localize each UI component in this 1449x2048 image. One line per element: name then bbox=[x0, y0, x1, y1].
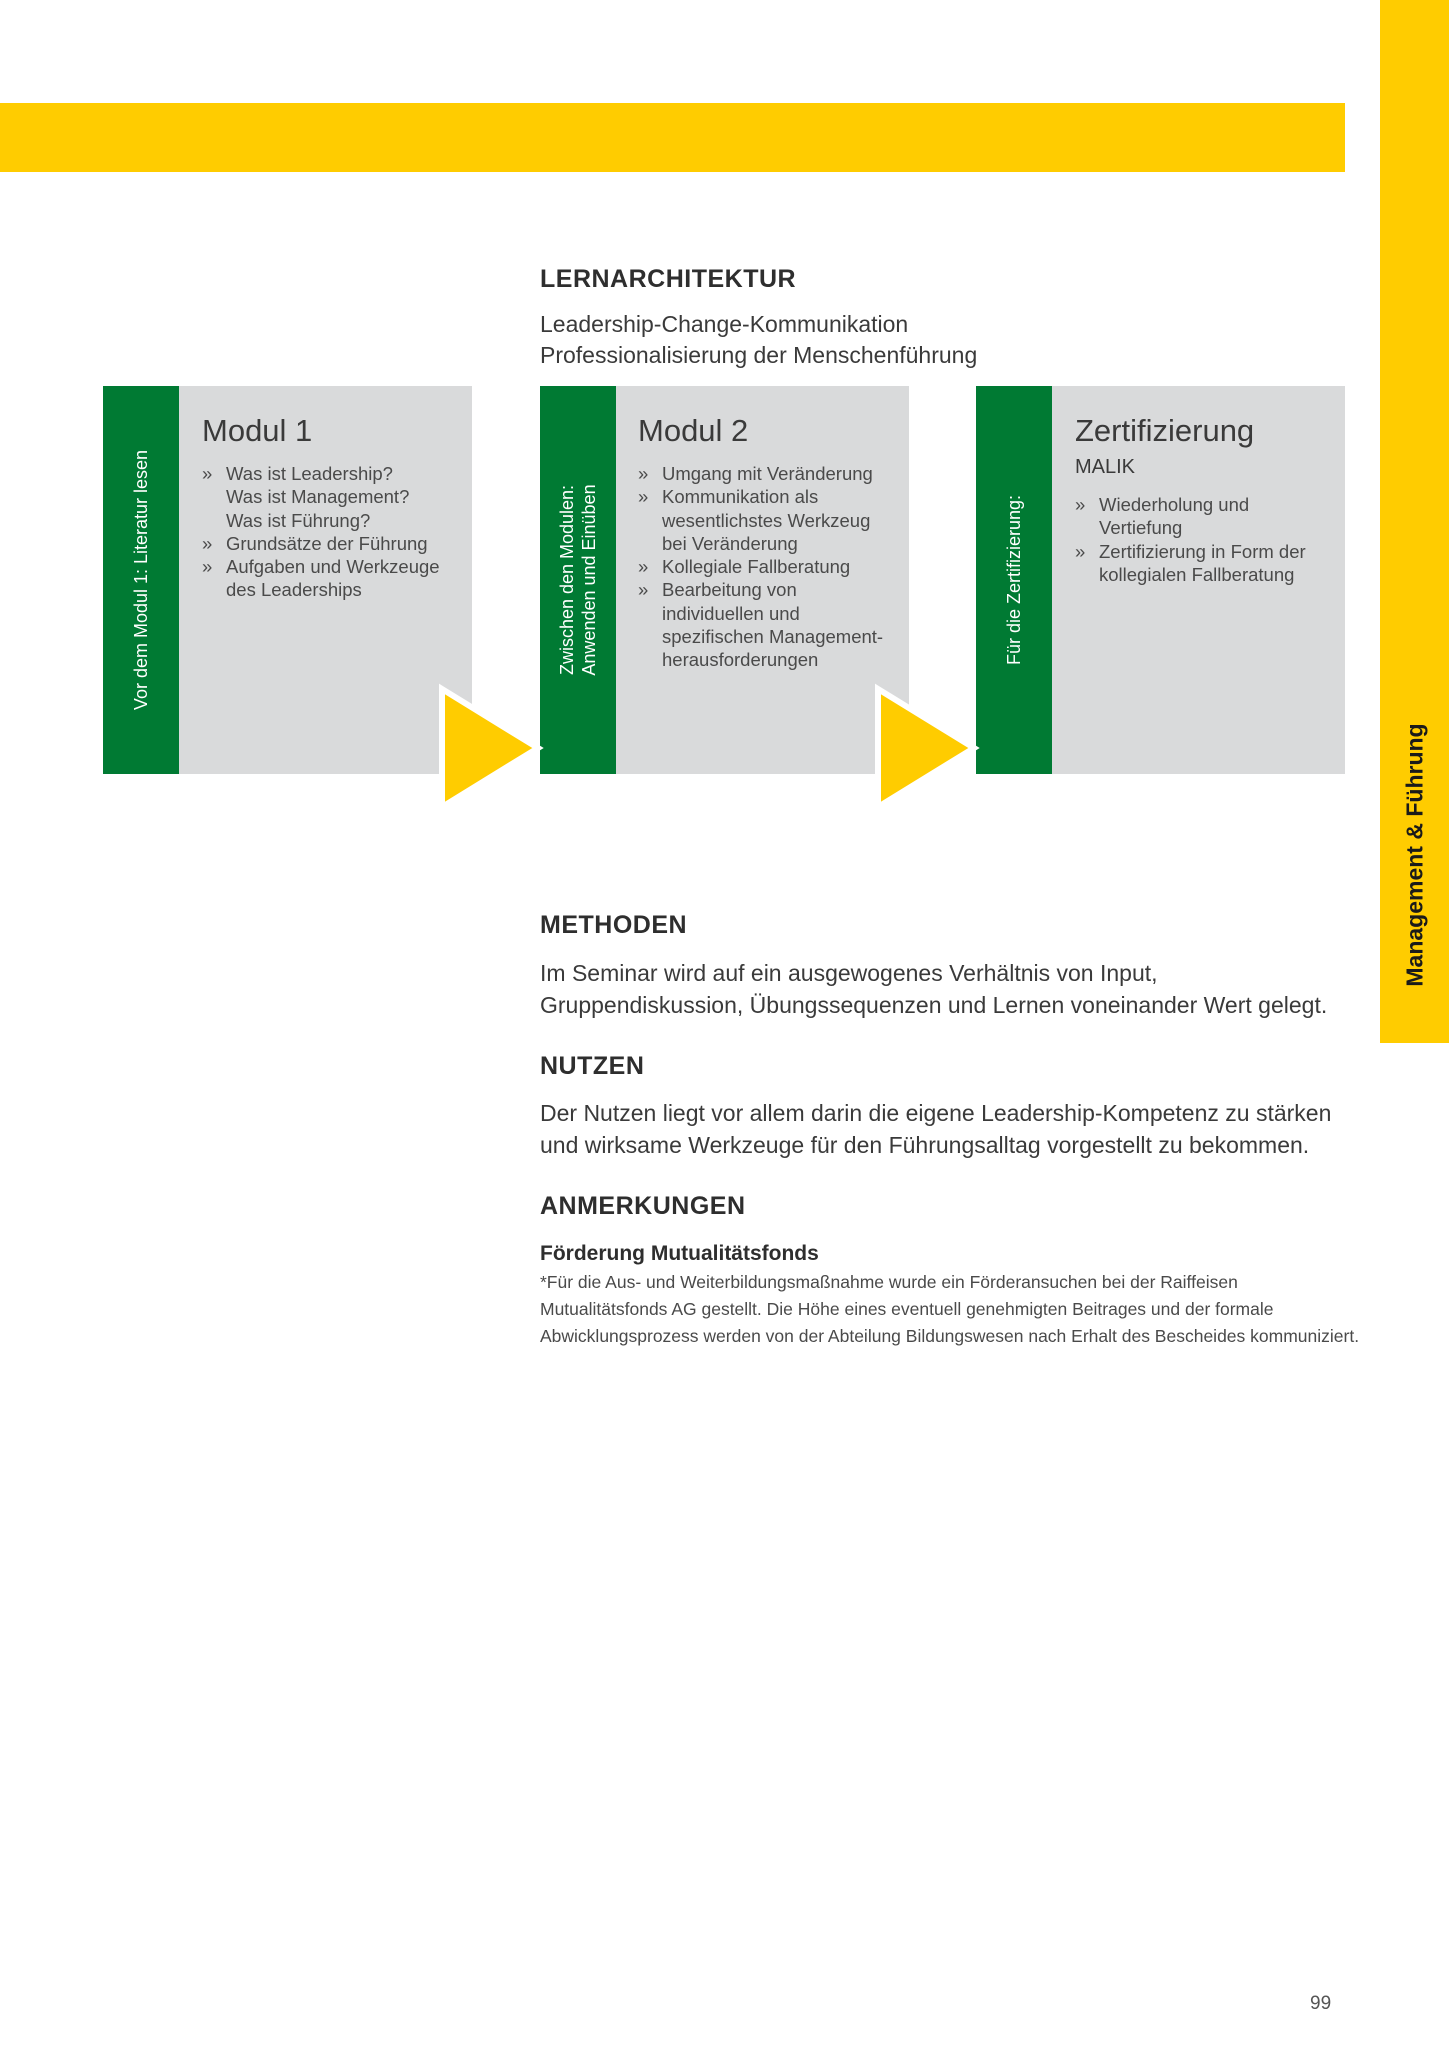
anmerkungen-heading: ANMERKUNGEN bbox=[540, 1192, 746, 1220]
nutzen-text: Der Nutzen liegt vor allem darin die eigene Leadership-Kompetenz zu stärken und wirksame Werkzeuge für den Führungsalltag vorgestellt zu bekommen. bbox=[540, 1100, 1332, 1158]
certification-side-label: Für die Zertifizierung: bbox=[1004, 494, 1024, 666]
flow-arrow-icon bbox=[436, 683, 550, 813]
certification-item: » Zertifizierung in Form der kollegialen Fallberatung bbox=[1075, 540, 1329, 587]
module-2-side-label: Zwischen den Modulen: Anwenden und Einüben bbox=[557, 484, 599, 676]
flow-arrow-icon bbox=[872, 683, 986, 813]
section-side-tab bbox=[1380, 0, 1449, 1043]
module-2-side-bar bbox=[540, 386, 616, 774]
module-2-item: » Umgang mit Veränderung bbox=[638, 462, 888, 485]
module-2-item: » Kollegiale Fallberatung bbox=[638, 555, 888, 578]
certification-side-bar bbox=[976, 386, 1052, 774]
lernarchitektur-line-1: Leadership-Change-Kommunikation bbox=[540, 311, 909, 337]
module-1-title: Modul 1 bbox=[202, 413, 313, 448]
nutzen-heading: NUTZEN bbox=[540, 1052, 645, 1080]
anmerkungen-text: *Für die Aus- und Weiterbildungsmaßnahme wurde ein Förderansuchen bei der Raiffeisen Mutualitätsfonds AG gestellt. Die Höhe eines eventuell genehmigten Beitrages und der formale Abwicklungsprozess werden von der Abteilung Bildungswesen nach Erhalt des Bescheides kommuniziert. bbox=[540, 1272, 1360, 1346]
module-2-item: » Kommunikation als wesentlichstes Werkzeug bei Veränderung bbox=[638, 485, 892, 555]
page-number: 99 bbox=[1310, 1993, 1332, 2014]
certification-title: Zertifizierung bbox=[1075, 413, 1255, 448]
anmerkungen-subheading: Förderung Mutualitätsfonds bbox=[540, 1242, 819, 1265]
lernarchitektur-line-2: Professionalisierung der Menschenführung bbox=[540, 342, 978, 368]
certification-item: » Wiederholung und Vertiefung bbox=[1075, 493, 1279, 540]
certification-subtitle: MALIK bbox=[1075, 456, 1136, 478]
module-2-item: » Bearbeitung von individuellen und spezifischen Management-herausforderungen bbox=[638, 578, 902, 671]
methoden-heading: METHODEN bbox=[540, 911, 688, 939]
top-color-band bbox=[0, 103, 1345, 172]
lernarchitektur-heading: LERNARCHITEKTUR bbox=[540, 265, 797, 293]
module-1-side-label: Vor dem Modul 1: Literatur lesen bbox=[131, 449, 151, 711]
module-1-side-bar bbox=[103, 386, 179, 774]
section-tab-label: Management & Führung bbox=[1401, 723, 1427, 987]
module-1-item: » Aufgaben und Werkzeuge des Leaderships bbox=[202, 555, 446, 602]
module-1-item: » Was ist Leadership? Was ist Management? Was ist Führung? bbox=[202, 462, 416, 532]
module-2-title: Modul 2 bbox=[638, 413, 749, 448]
module-2-list bbox=[638, 462, 888, 672]
methoden-text: Im Seminar wird auf ein ausgewogenes Verhältnis von Input, Gruppendiskussion, Übungssequenzen und Lernen voneinander Wert gelegt. bbox=[540, 960, 1328, 1018]
module-1-item: » Grundsätze der Führung bbox=[202, 532, 452, 555]
module-1-list bbox=[202, 462, 452, 602]
certification-list bbox=[1075, 493, 1315, 586]
